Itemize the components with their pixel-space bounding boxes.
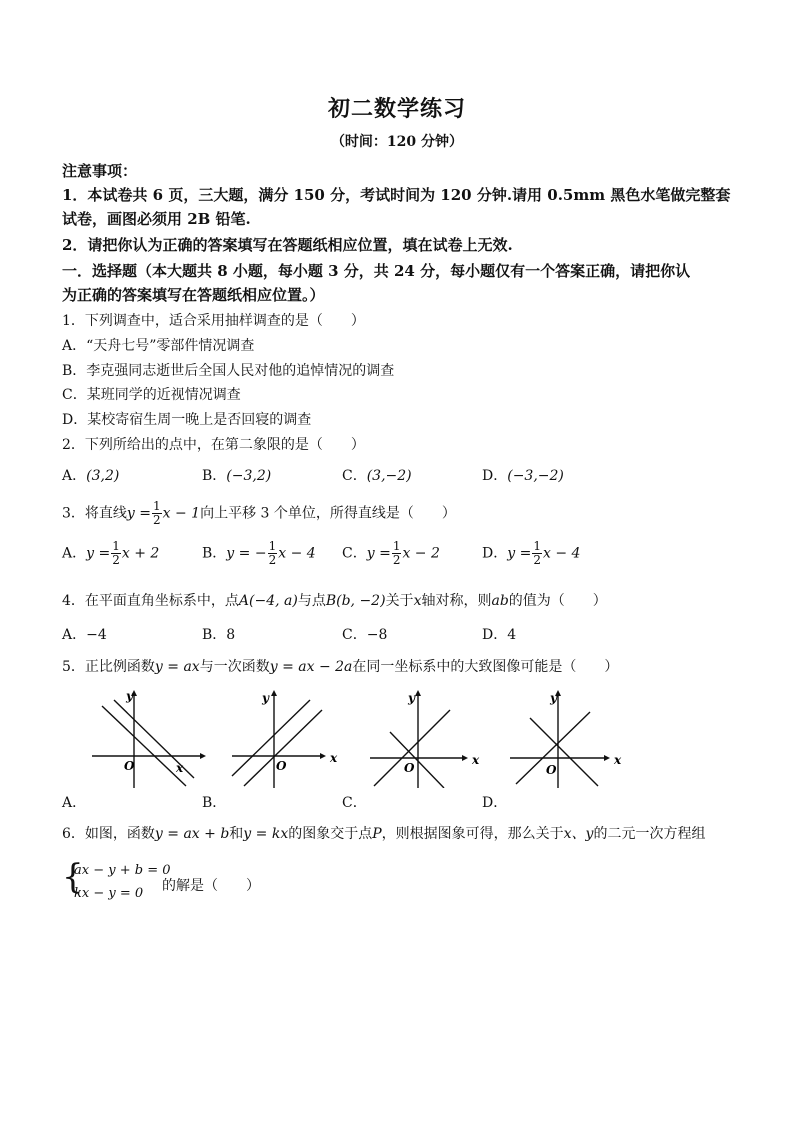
notice-item-2: 2．请把你认为正确的答案填写在答题纸相应位置，填在试卷上无效. xyxy=(62,236,513,254)
y-axis-label: y xyxy=(126,689,133,703)
q4-option-b: B．8 xyxy=(202,627,236,643)
origin-label: O xyxy=(276,759,287,773)
q5-graph-b xyxy=(228,688,348,788)
y-axis-label: y xyxy=(550,691,557,705)
q3-option-d: D．y = $\frac{1}{2}$ x − 4 xyxy=(482,539,581,567)
q5-option-d: D． xyxy=(482,795,508,811)
q5-graph-d xyxy=(508,688,628,788)
q6-equation-2: kx − y = 0 xyxy=(74,886,144,901)
x-axis-label: x xyxy=(176,761,184,775)
q4-option-c: C．−8 xyxy=(342,627,388,643)
x-axis-label: x xyxy=(330,751,338,765)
q5-graph-a xyxy=(88,688,208,788)
section-heading-cont: 为正确的答案填写在答题纸相应位置。） xyxy=(62,286,325,304)
x-axis-label: x xyxy=(472,753,480,767)
origin-label: O xyxy=(124,759,135,773)
q5-option-c: C． xyxy=(342,795,367,811)
q6-tail: 的解是（ ） xyxy=(162,878,260,894)
q2-stem: 2．下列所给出的点中，在第二象限的是（ ） xyxy=(62,437,365,453)
q4-option-a: A．−4 xyxy=(62,627,107,643)
notice-item-1: 1．本试卷共 6 页，三大题，满分 150 分，考试时间为 120 分钟.请用 0.5mm 黑色水笔做完整套 xyxy=(62,186,731,204)
q1-option-c: C．某班同学的近视情况调查 xyxy=(62,387,241,403)
origin-label: O xyxy=(404,761,415,775)
q6-equation-1: ax − y + b = 0 xyxy=(74,863,171,878)
x-axis-label: x xyxy=(614,753,622,767)
q4-option-d: D．4 xyxy=(482,627,517,643)
q2-option-c: C．(3,−2) xyxy=(342,468,412,484)
q2-option-b: B．(−3,2) xyxy=(202,468,272,484)
q5-stem: 5．正比例函数y = ax与一次函数y = ax − 2a在同一坐标系中的大致图像可能是（ ） xyxy=(62,659,619,675)
q4-stem: 4．在平面直角坐标系中，点A(−4, a)与点B(b, −2)关于x轴对称，则ab的值为（ ） xyxy=(62,593,607,609)
q1-option-b: B．李克强同志逝世后全国人民对他的追悼情况的调查 xyxy=(62,363,395,379)
q3-option-a: A．y = $\frac{1}{2}$ x + 2 xyxy=(62,539,160,567)
section-heading: 一．选择题（本大题共 8 小题，每小题 3 分，共 24 分，每小题仅有一个答案正确，请把你认 xyxy=(62,262,691,280)
q3-stem: 3．将直线y = $\frac{1}{2}$ x − 1向上平移 3 个单位，所得直线是（ ） xyxy=(62,499,456,527)
system-brace: { xyxy=(62,857,84,897)
q5-option-b: B． xyxy=(202,795,227,811)
q1-option-a: A．“天舟七号”零部件情况调查 xyxy=(62,338,255,354)
origin-label: O xyxy=(546,763,557,777)
q3-option-b: B．y = − $\frac{1}{2}$ x − 4 xyxy=(202,539,316,567)
notice-heading: 注意事项： xyxy=(62,162,138,180)
q1-stem: 1．下列调查中，适合采用抽样调查的是（ ） xyxy=(62,313,365,329)
q5-option-a: A． xyxy=(62,795,87,811)
q1-option-d: D．某校寄宿生周一晚上是否回寝的调查 xyxy=(62,412,312,428)
q2-option-a: A．(3,2) xyxy=(62,468,120,484)
time-limit: （时间：120 分钟） xyxy=(330,134,464,150)
y-axis-label: y xyxy=(262,691,269,705)
notice-item-1-cont: 试卷，画图必须用 2B 铅笔. xyxy=(62,210,251,228)
q6-stem: 6．如图，函数y = ax + b和y = kx的图象交于点P，则根据图象可得，那么关于x、y的二元一次方程组 xyxy=(62,826,706,842)
q3-option-c: C．y = $\frac{1}{2}$ x − 2 xyxy=(342,539,440,567)
q2-option-d: D．(−3,−2) xyxy=(482,468,564,484)
page-title: 初二数学练习 xyxy=(327,96,466,122)
q5-graph-c xyxy=(368,688,488,788)
y-axis-label: y xyxy=(408,691,415,705)
